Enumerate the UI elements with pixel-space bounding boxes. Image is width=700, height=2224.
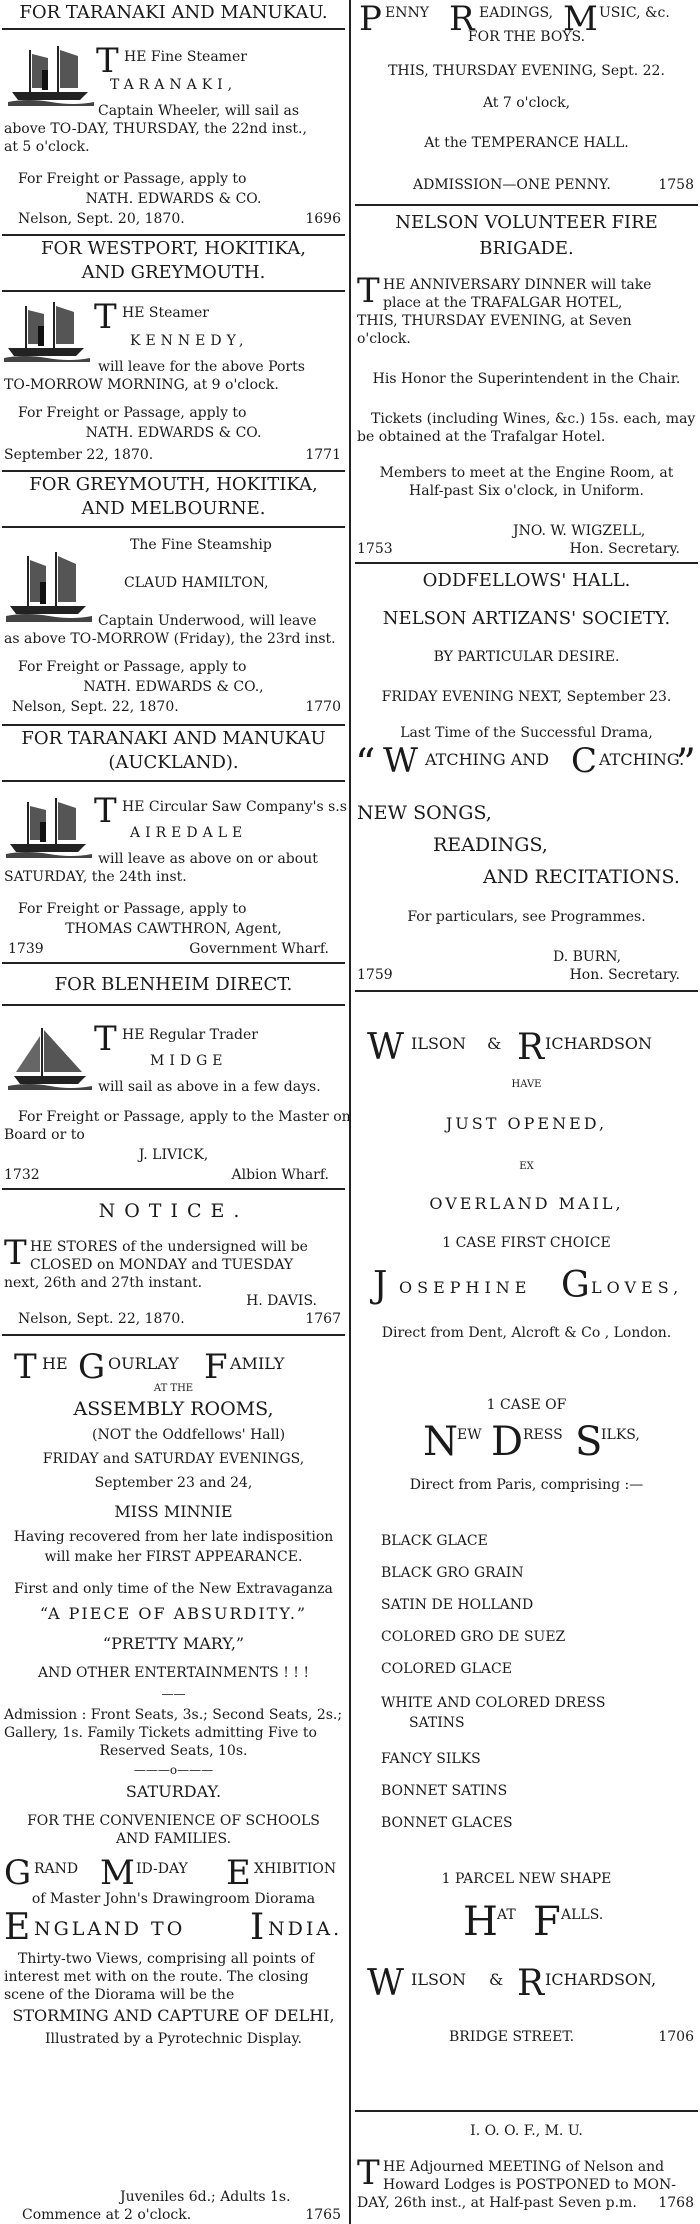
drop-cap: F (204, 1347, 228, 1387)
ad-heading: (AUCKLAND). (108, 752, 239, 773)
open-quote: “ (355, 741, 376, 787)
ad-text: FRIDAY EVENING NEXT, September 23. (381, 689, 672, 705)
ad-text: For Freight or Passage, apply to (18, 405, 247, 421)
list-item: COLORED GLACE (381, 1661, 512, 1677)
ad-text: Commence at 2 o'clock. (22, 2207, 192, 2223)
rule (2, 780, 345, 782)
ad-heading: RESS (523, 1427, 563, 1443)
ad-number: 1765 (305, 2207, 341, 2223)
ad-text: The Fine Steamship (130, 537, 272, 553)
ad-heading: NOTICE. (98, 1200, 249, 1222)
ad-text: TO-MORROW MORNING, at 9 o'clock. (4, 377, 279, 393)
ad-heading: LOVES, (591, 1278, 684, 1297)
ad-number: 1770 (305, 699, 341, 715)
ad-text: 1 PARCEL NEW SHAPE (441, 1871, 612, 1887)
ad-text: ADMISSION—ONE PENNY. (413, 177, 611, 193)
list-item: BLACK GRO GRAIN (381, 1565, 524, 1581)
ad-text: (NOT the Oddfellows' Hall) (92, 1427, 286, 1443)
rule (355, 562, 698, 564)
ad-text: Albion Wharf. (231, 1167, 329, 1183)
list-item: COLORED GRO DE SUEZ (381, 1629, 566, 1645)
agent-name: NATH. EDWARDS & CO. (85, 191, 262, 207)
ad-text: Half-past Six o'clock, in Uniform. (409, 483, 644, 499)
drop-cap: T (94, 1019, 117, 1059)
ad-date: September 22, 1870. (4, 447, 154, 463)
ad-heading: FOR TARANAKI AND MANUKAU (21, 728, 326, 749)
rule (2, 290, 345, 292)
steamship-icon (8, 44, 94, 106)
vessel-name: CLAUD HAMILTON, (124, 575, 269, 591)
ad-text: as above TO-MORROW (Friday), the 23rd inst. (4, 631, 336, 647)
rule (2, 1188, 345, 1190)
ad-heading: NGLAND TO (34, 1918, 186, 1940)
ad-text: FOR THE BOYS. (467, 29, 586, 45)
ad-text: AND FAMILIES. (115, 1831, 232, 1847)
ad-number: 1706 (658, 2029, 694, 2045)
ad-text: AT THE (153, 1383, 194, 1394)
list-item: BONNET GLACES (381, 1815, 513, 1831)
ad-heading: JUST OPENED, (445, 1114, 608, 1133)
drop-cap: G (4, 1853, 32, 1893)
ad-text: o'clock. (357, 331, 411, 347)
ad-text: be obtained at the Trafalgar Hotel. (357, 429, 606, 445)
ad-text: will leave for the above Ports (98, 359, 305, 375)
ad-text: Board or to (4, 1127, 85, 1143)
ad-text: HE Adjourned MEETING of Nelson and (383, 2159, 665, 2175)
drop-cap: T (357, 271, 380, 311)
ad-text: THIS, THURSDAY EVENING, Sept. 22. (388, 63, 665, 79)
ad-text: Direct from Paris, comprising :— (409, 1477, 644, 1493)
drop-cap: G (561, 1265, 590, 1306)
ad-number: 1768 (658, 2195, 694, 2211)
ad-heading: FOR TARANAKI AND MANUKAU. (19, 2, 328, 23)
ad-text: Captain Underwood, will leave (98, 613, 317, 629)
ad-text: will make her FIRST APPEARANCE. (44, 1549, 303, 1565)
vessel-name: KENNEDY, (130, 333, 249, 349)
ad-text: First and only time of the New Extravaganza (14, 1581, 333, 1597)
signer: H. DAVIS. (246, 1293, 317, 1309)
sailing-ship-icon (8, 1026, 92, 1090)
drop-cap: I (250, 1907, 265, 1948)
ad-date: Nelson, Sept. 22, 1870. (18, 1311, 185, 1327)
ad-heading: ALLS. (561, 1907, 604, 1923)
ad-heading: NEW SONGS, (357, 802, 492, 824)
ad-text: THIS, THURSDAY EVENING, at Seven (357, 313, 632, 329)
ad-text: FRIDAY and SATURDAY EVENINGS, (42, 1451, 305, 1467)
ad-text: 1 CASE FIRST CHOICE (442, 1235, 611, 1251)
drop-cap: N (423, 1419, 458, 1465)
ad-date: Nelson, Sept. 22, 1870. (12, 699, 179, 715)
drop-cap: T (94, 297, 117, 337)
drop-cap: T (96, 41, 119, 81)
ad-heading: HE (42, 1354, 68, 1373)
ad-number: 1753 (357, 541, 393, 557)
ad-heading: ILKS, (601, 1427, 640, 1443)
drop-cap: M (563, 0, 598, 39)
drop-cap: R (517, 1963, 545, 2004)
ad-heading: RAND (34, 1861, 79, 1877)
ad-heading: ILSON (411, 1034, 467, 1053)
ad-text: CLOSED on MONDAY and TUESDAY (30, 1257, 294, 1273)
ad-text: His Honor the Superintendent in the Chair. (372, 371, 681, 387)
ad-text: Thirty-two Views, comprising all points of (18, 1951, 315, 1967)
dash: —— (161, 1687, 186, 1701)
ad-text: Last Time of the Successful Drama, (400, 725, 653, 741)
ad-text: HE STORES of the undersigned will be (30, 1239, 308, 1255)
agent-name: NATH. EDWARDS & CO., (83, 679, 264, 695)
drop-cap: S (575, 1419, 603, 1465)
rule (2, 28, 345, 30)
ad-text: Gallery, 1s. Family Tickets admitting Five to (4, 1725, 317, 1741)
ad-text: For Freight or Passage, apply to the Master on (18, 1109, 351, 1125)
ad-number: 1767 (305, 1311, 341, 1327)
ad-text: For Freight or Passage, apply to (18, 659, 247, 675)
ad-text: at 5 o'clock. (4, 139, 90, 155)
ad-text: place at the TRAFALGAR HOTEL, (383, 295, 623, 311)
ad-number: 1771 (305, 447, 341, 463)
ad-heading: EW (457, 1427, 482, 1443)
ad-heading: AND RECITATIONS. (483, 866, 680, 888)
drop-cap: T (94, 791, 117, 831)
ad-text: Juveniles 6d.; Adults 1s. (120, 2189, 291, 2205)
signer: D. BURN, (553, 949, 622, 965)
rule (2, 234, 345, 236)
ad-text: HE Regular Trader (122, 1027, 258, 1043)
rule (2, 1004, 345, 1006)
ad-text: For particulars, see Programmes. (407, 909, 646, 925)
ad-heading: STORMING AND CAPTURE OF DELHI, (12, 2006, 335, 2025)
ad-text: Howard Lodges is POSTPONED to MON- (383, 2177, 676, 2193)
ad-heading: ICHARDSON (545, 1034, 653, 1053)
list-item: SATIN DE HOLLAND (381, 1597, 534, 1613)
drop-cap: H (463, 1899, 498, 1945)
list-item: BLACK GLACE (381, 1533, 488, 1549)
ad-heading: ODDFELLOWS' HALL. (422, 570, 631, 591)
ad-heading: & (489, 1970, 504, 1989)
steamship-icon (4, 300, 90, 362)
ad-heading: EADINGS, (479, 5, 554, 21)
ad-heading: MISS MINNIE (114, 1502, 233, 1521)
steamship-icon (6, 552, 92, 622)
ad-heading: SATURDAY. (125, 1782, 222, 1801)
ad-text: will sail as above in a few days. (98, 1079, 321, 1095)
ad-heading: XHIBITION (254, 1861, 337, 1877)
drop-cap: C (571, 741, 598, 781)
ad-text: DAY, 26th inst., at Half-past Seven p.m. (357, 2195, 637, 2211)
ad-heading: NELSON VOLUNTEER FIRE (395, 212, 658, 233)
ad-text: AND OTHER ENTERTAINMENTS ! ! ! (37, 1665, 310, 1681)
ad-text: Direct from Dent, Alcroft & Co , London. (381, 1325, 672, 1341)
vessel-name: MIDGE (150, 1053, 228, 1069)
ad-text: Having recovered from her late indisposition (13, 1529, 334, 1545)
ad-number: 1732 (4, 1167, 40, 1183)
rule (2, 470, 345, 472)
drop-cap: E (226, 1853, 251, 1893)
ad-text: BY PARTICULAR DESIRE. (433, 649, 620, 665)
list-item: BONNET SATINS (381, 1783, 508, 1799)
ad-date: Nelson, Sept. 20, 1870. (18, 211, 185, 227)
drop-cap: R (517, 1027, 545, 1068)
ad-text: EX (519, 1161, 534, 1172)
vessel-name: TARANAKI, (110, 77, 238, 93)
list-item: WHITE AND COLORED DRESS (381, 1695, 606, 1711)
drop-cap: T (4, 1233, 27, 1273)
drop-cap: G (78, 1347, 106, 1387)
ad-text: Hon. Secretary. (569, 541, 680, 557)
ad-text: Reserved Seats, 10s. (99, 1743, 248, 1759)
drop-cap: T (14, 1347, 37, 1387)
ad-heading: READINGS, (433, 834, 548, 856)
ad-text: next, 26th and 27th instant. (4, 1275, 203, 1291)
ad-heading: NELSON ARTIZANS' SOCIETY. (382, 608, 671, 629)
ad-text: Admission : Front Seats, 3s.; Second Seats, 2s.; (4, 1707, 343, 1723)
ad-heading: ATCHING AND (425, 750, 550, 769)
ad-text: HE Circular Saw Company's s.s (122, 799, 347, 815)
ad-text: interest met with on the route. The closing (4, 1969, 309, 1985)
ad-text: Hon. Secretary. (569, 967, 680, 983)
drop-cap: P (359, 0, 382, 39)
rule (2, 724, 345, 726)
ad-text: At the TEMPERANCE HALL. (424, 135, 629, 151)
drop-cap: W (383, 741, 418, 781)
ad-number: 1758 (658, 177, 694, 193)
ad-heading: FOR GREYMOUTH, HOKITIKA, (29, 474, 318, 495)
ad-text: 1 CASE OF (486, 1397, 567, 1413)
ad-heading: OURLAY (108, 1354, 179, 1373)
ad-text: above TO-DAY, THURSDAY, the 22nd inst., (4, 121, 307, 137)
ad-heading: & (487, 1034, 502, 1053)
ad-text: Government Wharf. (189, 941, 329, 957)
vessel-name: AIREDALE (130, 825, 248, 841)
agent-name: J. LIVICK, (138, 1147, 209, 1163)
ad-heading: ICHARDSON, (545, 1970, 657, 1989)
ad-number: 1739 (8, 941, 44, 957)
rule (2, 962, 345, 964)
ad-text: SATURDAY, the 24th inst. (4, 869, 187, 885)
ad-text: September 23 and 24, (94, 1475, 253, 1491)
ad-heading: FOR BLENHEIM DIRECT. (54, 974, 293, 995)
ad-heading: USIC, &c. (599, 5, 670, 21)
drop-cap: D (491, 1419, 524, 1465)
ad-heading: AND GREYMOUTH. (81, 262, 266, 283)
ad-text: Tickets (including Wines, &c.) 15s. each, may (371, 411, 696, 427)
ad-text: At 7 o'clock, (482, 95, 571, 111)
right-column (353, 0, 700, 2224)
rule (2, 526, 345, 528)
drop-cap: W (367, 1027, 405, 1068)
steamship-icon (6, 796, 92, 858)
rule (355, 2110, 698, 2112)
separator-ornament: ———o——— (133, 1763, 214, 1777)
ad-text: scene of the Diorama will be the (4, 1987, 235, 2003)
ad-text: Members to meet at the Engine Room, at (379, 465, 674, 481)
ad-heading: OVERLAND MAIL, (429, 1194, 624, 1213)
separator-letter: o (169, 1763, 178, 1777)
drop-cap: E (4, 1907, 31, 1948)
ad-number: 1696 (305, 211, 341, 227)
ad-text: For Freight or Passage, apply to (18, 901, 247, 917)
ad-heading: “A PIECE OF ABSURDITY.” (39, 1604, 308, 1623)
ad-text: of Master John's Drawingroom Diorama (31, 1891, 316, 1907)
ad-text: HE Steamer (122, 305, 209, 321)
ad-heading: OSEPHINE (399, 1278, 532, 1297)
agent-name: THOMAS CAWTHRON, Agent, (65, 921, 282, 937)
drop-cap: W (367, 1963, 405, 2004)
ad-heading: BRIGADE. (479, 238, 574, 259)
ad-heading: ASSEMBLY ROOMS, (73, 1398, 274, 1420)
ad-text: HE Fine Steamer (124, 49, 247, 65)
rule (355, 204, 698, 206)
ad-text: FOR THE CONVENIENCE OF SCHOOLS (27, 1813, 320, 1829)
ad-heading: AND MELBOURNE. (81, 498, 266, 519)
close-quote: ” (675, 741, 696, 787)
drop-cap: J (373, 1265, 388, 1306)
ad-heading: ILSON (411, 1970, 467, 1989)
ad-text: will leave as above on or about (98, 851, 318, 867)
ad-heading: NDIA. (268, 1918, 343, 1940)
ad-text: Captain Wheeler, will sail as (98, 103, 300, 119)
ad-number: 1759 (357, 967, 393, 983)
drop-cap: T (357, 2153, 380, 2193)
ad-heading: ATCHING. (599, 750, 685, 769)
rule (2, 1334, 345, 1336)
ad-heading: FOR WESTPORT, HOKITIKA, (41, 238, 306, 259)
ad-text: For Freight or Passage, apply to (18, 171, 247, 187)
list-item: FANCY SILKS (381, 1751, 481, 1767)
ad-heading: ID-DAY (136, 1861, 188, 1877)
rule (355, 990, 698, 992)
ad-text: Illustrated by a Pyrotechnic Display. (45, 2031, 302, 2047)
ad-text: HAVE (511, 1079, 542, 1090)
drop-cap: M (100, 1853, 135, 1893)
ad-heading: ENNY (385, 5, 429, 21)
ad-text: HE ANNIVERSARY DINNER will take (383, 277, 652, 293)
ad-text: BRIDGE STREET. (449, 2029, 575, 2045)
drop-cap: R (449, 0, 475, 39)
signer: JNO. W. WIGZELL, (513, 523, 646, 539)
ad-heading: “PRETTY MARY,” (102, 1634, 245, 1653)
drop-cap: F (533, 1899, 561, 1945)
ad-heading: AT (497, 1907, 516, 1923)
ad-heading: I. O. O. F., M. U. (470, 2123, 583, 2139)
ad-heading: AMILY (230, 1354, 285, 1373)
agent-name: NATH. EDWARDS & CO. (85, 425, 262, 441)
list-item: SATINS (409, 1715, 465, 1731)
